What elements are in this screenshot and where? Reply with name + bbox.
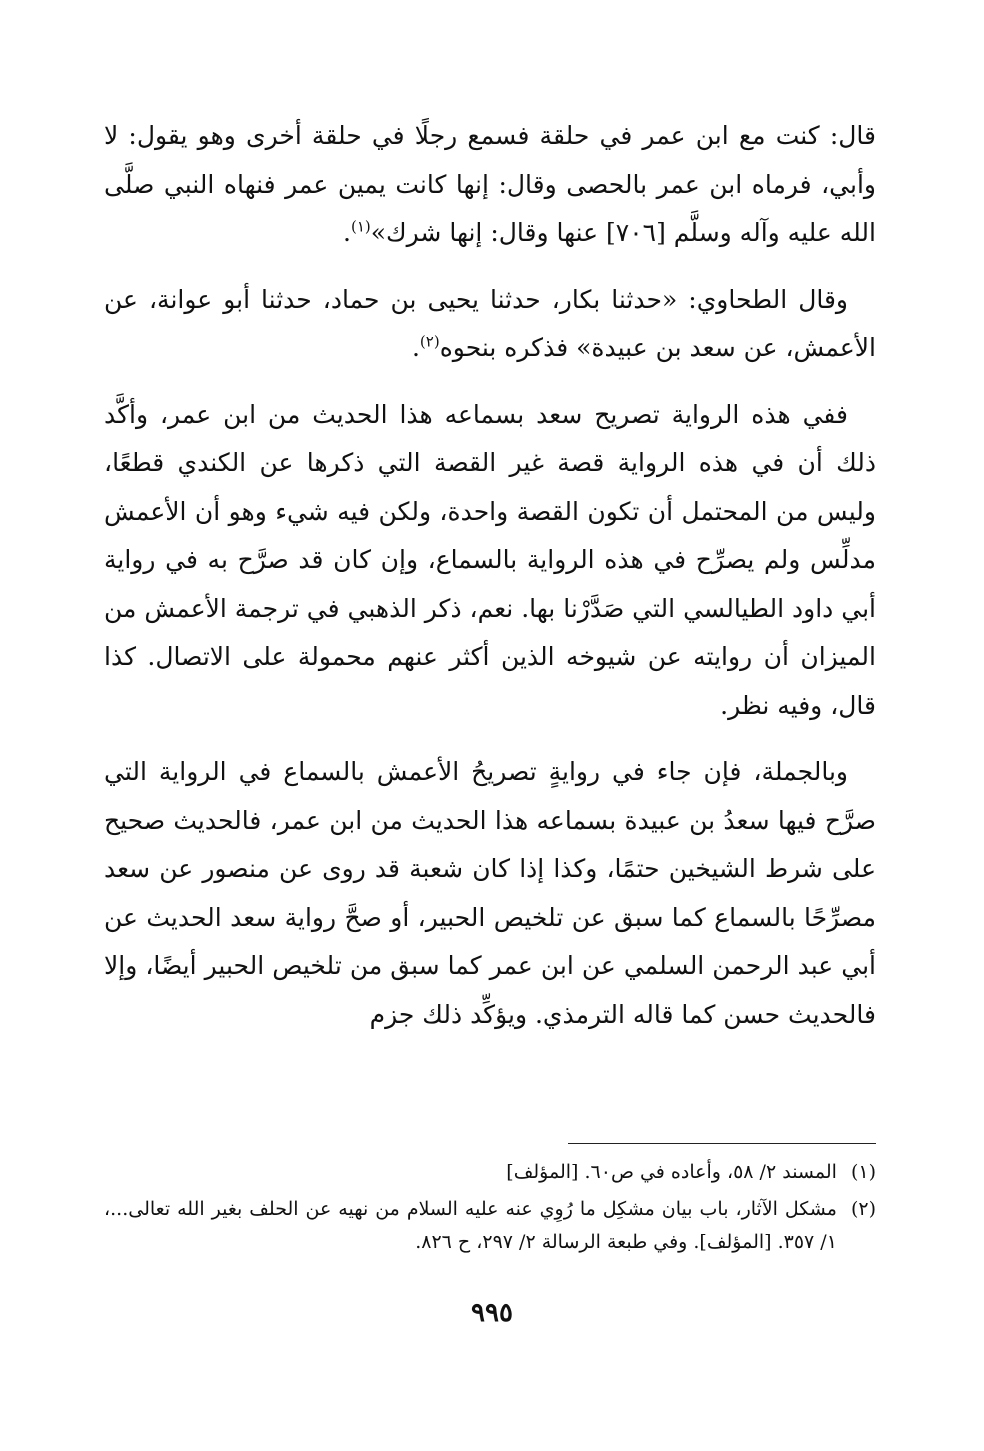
paragraph-1-text: قال: كنت مع ابن عمر في حلقة فسمع رجلًا في حلقة أخرى وهو يقول: لا وأبي، فرماه ابن عمر بالحصى وقال: إنها كانت يمين عمر فنهاه النبي صلَّى الله عليه وآله وسلَّم [٧٠٦] عنها وقال: إنها شرك» <box>104 121 876 247</box>
footnote-1-number: (١) <box>850 1161 876 1183</box>
footnote-2-text: مشكل الآثار، باب بيان مشكِل ما رُوِي عنه عليه السلام من نهيه عن الحلف بغير الله تعالى...، ١/ ٣٥٧. [المؤلف]. وفي طبعة الرسالة ٢/ ٢٩٧، ح ٨٢٦. <box>104 1198 837 1253</box>
paragraph-2-end: . <box>411 333 420 362</box>
footnote-ref-2[interactable]: (٢) <box>419 332 440 351</box>
paragraph-2 <box>104 276 876 373</box>
footnote-ref-1[interactable]: (١) <box>350 217 371 236</box>
footnote-1 <box>104 1156 876 1189</box>
footnote-divider <box>568 1143 876 1144</box>
paragraph-2-text: وقال الطحاوي: «حدثنا بكار، حدثنا يحيى بن حماد، حدثنا أبو عوانة، عن الأعمش، عن سعد بن عبيدة» فذكره بنحوه <box>104 284 876 362</box>
main-text <box>104 112 876 1057</box>
paragraph-1-end: . <box>343 218 351 247</box>
paragraph-1 <box>104 112 876 258</box>
page-number: ٩٩٥ <box>471 1298 513 1328</box>
paragraph-4: وبالجملة، فإن جاء في روايةٍ تصريحُ الأعمش بالسماع في الرواية التي صرَّح فيها سعدُ بن عبيدة بسماعه هذا الحديث من ابن عمر، فالحديث صحيح على شرط الشيخين حتمًا، وكذا إذا كان شعبة قد روى عن منصور عن سعد مصرِّحًا بالسماع كما سبق عن تلخيص الحبير، أو صحَّ رواية سعد الحديث عن أبي عبد الرحمن السلمي عن ابن عمر كما سبق من تلخيص الحبير أيضًا، وإلا فالحديث حسن كما قاله الترمذي. ويؤكِّد ذلك جزم <box>104 757 876 1029</box>
footnotes <box>104 1156 876 1263</box>
paragraph-3: ففي هذه الرواية تصريح سعد بسماعه هذا الحديث من ابن عمر، وأكَّد ذلك أن في هذه الرواية قصة غير القصة التي ذكرها عن الكندي قطعًا، وليس من المحتمل أن تكون القصة واحدة، ولكن فيه شيء وهو أن الأعمش مدلِّس ولم يصرِّح في هذه الرواية بالسماع، وإن كان قد صرَّح به في رواية أبي داود الطيالسي التي صَدَّرْنا بها. نعم، ذكر الذهبي في ترجمة الأعمش من الميزان أن روايته عن شيوخه الذين أكثر عنهم محمولة على الاتصال. كذا قال، وفيه نظر. <box>104 399 876 720</box>
footnote-2-number: (٢) <box>850 1198 876 1220</box>
footnote-1-text: المسند ٢/ ٥٨، وأعاده في ص٦٠. [المؤلف] <box>506 1161 837 1183</box>
footnote-2 <box>104 1193 876 1259</box>
